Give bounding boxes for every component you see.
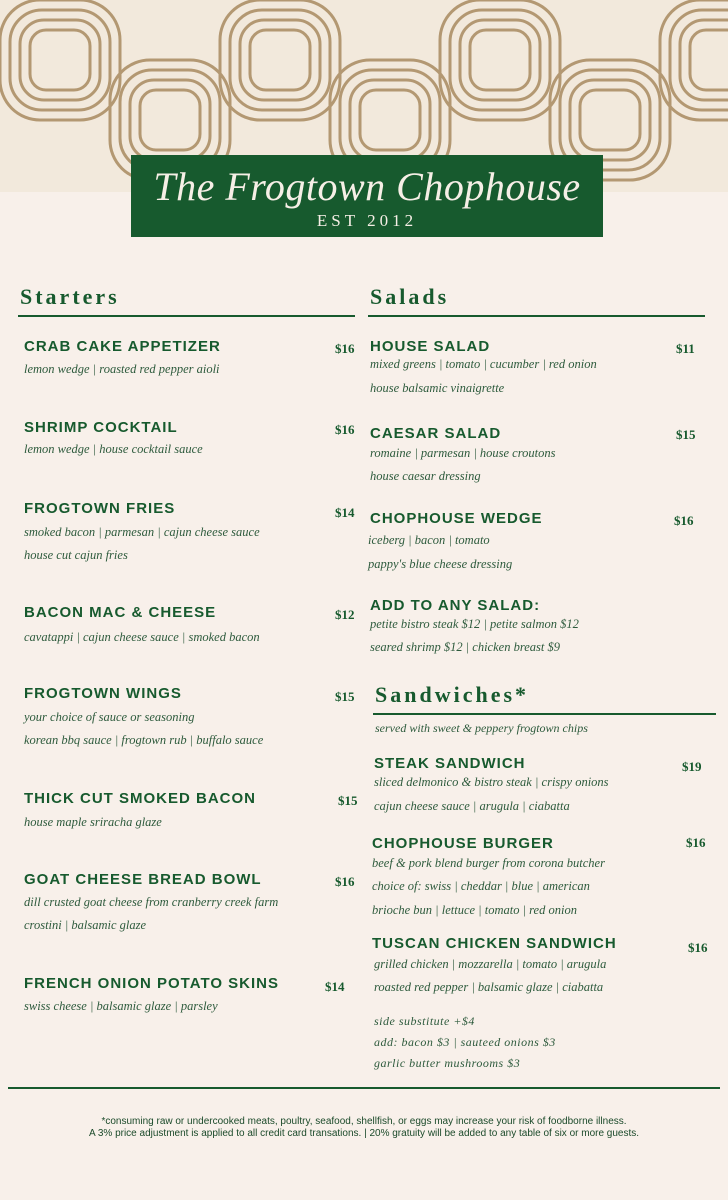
menu-item-desc: smoked bacon | parmesan | cajun cheese sauce <box>24 525 260 539</box>
menu-item-name: THICK CUT SMOKED BACON <box>24 790 256 807</box>
menu-item-name: FROGTOWN FRIES <box>24 500 176 517</box>
sandwiches-note: served with sweet & peppery frogtown chips <box>375 721 588 735</box>
menu-item-desc: cavatappi | cajun cheese sauce | smoked bacon <box>24 630 260 644</box>
menu-item-price: $11 <box>676 341 695 356</box>
menu-item-price: $14 <box>335 505 355 520</box>
menu-item-desc: lemon wedge | house cocktail sauce <box>24 442 203 456</box>
menu-item-price: $16 <box>688 940 708 955</box>
menu-item-price: $19 <box>682 759 702 774</box>
menu-item-price: $16 <box>674 513 694 528</box>
sandwiches-rule <box>373 713 716 715</box>
extras-line: side substitute +$4 <box>374 1014 475 1028</box>
menu-item-desc: house caesar dressing <box>370 469 481 483</box>
salads-heading: Salads <box>370 284 450 309</box>
menu-item-desc: house maple sriracha glaze <box>24 815 162 829</box>
menu-item-desc: petite bistro steak $12 | petite salmon $12 <box>370 617 579 631</box>
menu-item-desc: lemon wedge | roasted red pepper aioli <box>24 362 220 376</box>
starters-heading: Starters <box>20 284 120 309</box>
menu-item-desc: house balsamic vinaigrette <box>370 381 505 395</box>
menu-item-desc: romaine | parmesan | house croutons <box>370 446 556 460</box>
menu-item-name: GOAT CHEESE BREAD BOWL <box>24 871 262 888</box>
menu-item-name: CAESAR SALAD <box>370 425 502 442</box>
menu-item-price: $16 <box>335 422 355 437</box>
menu-item-desc: pappy's blue cheese dressing <box>368 557 513 571</box>
menu-item-desc: crostini | balsamic glaze <box>24 918 147 932</box>
footer-payment-note: A 3% price adjustment is applied to all credit card transations. | 20% gratuity will be added to any table of six or more guests. <box>88 1128 640 1139</box>
menu-item-price: $16 <box>686 835 706 850</box>
menu-item-desc: swiss cheese | balsamic glaze | parsley <box>24 999 218 1013</box>
footer-rule <box>8 1087 720 1089</box>
menu-item-name: CHOPHOUSE WEDGE <box>370 510 543 527</box>
menu-item-desc: roasted red pepper | balsamic glaze | ciabatta <box>374 980 604 994</box>
restaurant-name: The Frogtown Chophouse <box>153 164 581 209</box>
menu-item-desc: iceberg | bacon | tomato <box>368 533 490 547</box>
menu-item-desc: seared shrimp $12 | chicken breast $9 <box>370 640 560 654</box>
menu-item-name: TUSCAN CHICKEN SANDWICH <box>372 935 617 952</box>
menu-item-desc: dill crusted goat cheese from cranberry creek farm <box>24 895 279 909</box>
sandwiches-heading: Sandwiches* <box>375 682 530 707</box>
menu-item-desc: sliced delmonico & bistro steak | crispy onions <box>374 775 609 789</box>
extras-line: add: bacon $3 | sauteed onions $3 <box>374 1035 556 1049</box>
menu-item-desc: house cut cajun fries <box>24 548 128 562</box>
extras-line: garlic butter mushrooms $3 <box>374 1056 521 1070</box>
menu-item-name: HOUSE SALAD <box>370 338 491 355</box>
menu-item-name: FROGTOWN WINGS <box>24 685 182 702</box>
menu-item-price: $12 <box>335 607 355 622</box>
menu-item-price: $15 <box>338 793 358 808</box>
menu-item-desc: korean bbq sauce | frogtown rub | buffalo sauce <box>24 733 264 747</box>
menu-item-name: CRAB CAKE APPETIZER <box>24 338 221 355</box>
salads-rule <box>368 315 705 317</box>
menu-item-desc: grilled chicken | mozzarella | tomato | arugula <box>374 957 607 971</box>
menu-item-name: BACON MAC & CHEESE <box>24 604 217 621</box>
menu-item-price: $16 <box>335 874 355 889</box>
menu-item-desc: choice of: swiss | cheddar | blue | american <box>372 879 590 893</box>
menu-item-price: $16 <box>335 341 355 356</box>
menu-item-desc: cajun cheese sauce | arugula | ciabatta <box>374 799 570 813</box>
menu-item-price: $14 <box>325 979 345 994</box>
menu-item-name: SHRIMP COCKTAIL <box>24 419 178 436</box>
menu-item-desc: brioche bun | lettuce | tomato | red onion <box>372 903 577 917</box>
menu-item-price: $15 <box>335 689 355 704</box>
add-to-salad-label: ADD TO ANY SALAD: <box>370 597 541 614</box>
menu-item-desc: mixed greens | tomato | cucumber | red onion <box>370 357 597 371</box>
menu-item-desc: beef & pork blend burger from corona butcher <box>372 856 605 870</box>
menu-item-desc: your choice of sauce or seasoning <box>24 710 195 724</box>
footer-health-warning: *consuming raw or undercooked meats, poultry, seafood, shellfish, or eggs may increase your risk of foodborne illness. <box>101 1116 627 1127</box>
menu-item-price: $15 <box>676 427 696 442</box>
starters-rule <box>18 315 355 317</box>
established-label: EST 2012 <box>316 211 418 230</box>
menu-item-name: STEAK SANDWICH <box>374 755 526 772</box>
restaurant-title-box <box>131 155 603 237</box>
menu-item-name: CHOPHOUSE BURGER <box>372 835 554 852</box>
menu-item-name: FRENCH ONION POTATO SKINS <box>24 975 280 992</box>
